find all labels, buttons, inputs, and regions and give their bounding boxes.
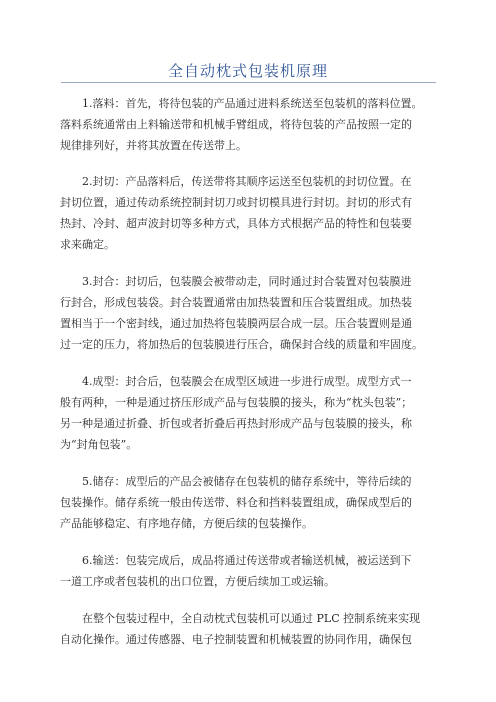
page-title: 全自动枕式包装机原理 [167, 62, 328, 80]
paragraph-line: 自动化操作。通过传感器、电子控制装置和机械装置的协同作用，确保包 [60, 633, 412, 646]
paragraph-line: 产品能够稳定、有序地存储，方便后续的包装操作。 [60, 517, 313, 530]
paragraph-line: 置相当于一个密封线，通过加热将包装膜两层合成一层。压合装置则是通 [60, 317, 412, 330]
paragraph-line: 1.落料：首先，将待包装的产品通过进料系统送至包装机的落料位置。 [82, 97, 423, 110]
paragraph-line: 在整个包装过程中，全自动枕式包装机可以通过 PLC 控制系统来实现 [82, 612, 421, 625]
paragraph-line: 热封、冷封、超声波封切等多种方式，具体方式根据产品的特性和包装要 [60, 217, 412, 230]
paragraph-line: 封切位置，通过传动系统控制封切刀或封切模具进行封切。封切的形式有 [60, 196, 412, 209]
paragraph-line: 另一种是通过折叠、折包或者折叠后再热封形成产品与包装膜的接头，称 [60, 417, 412, 430]
paragraph-line: 规律排列好，并将其放置在传送带上。 [60, 139, 247, 152]
paragraph-line: 落料系统通常由上料输送带和机械手臂组成，将待包装的产品按照一定的 [60, 118, 412, 131]
paragraph-line: 2.封切：产品落料后，传送带将其顺序运送至包装机的封切位置。在 [82, 175, 412, 188]
paragraph-line: 一道工序或者包装机的出口位置，方便后续加工或运输。 [60, 575, 335, 588]
paragraph-line: 行封合，形成包装袋。封合装置通常由加热装置和压合装置组成。加热装 [60, 296, 412, 309]
title-divider [61, 82, 436, 83]
paragraph-line: 4.成型：封合后，包装膜会在成型区域进一步进行成型。成型方式一 [82, 375, 412, 388]
paragraph-line: 般有两种，一种是通过挤压形成产品与包装膜的接头，称为“枕头包装”； [60, 396, 413, 409]
paragraph-line: 6.输送：包装完成后，成品将通过传送带或者输送机械，被运送到下 [82, 554, 412, 567]
paragraph-line: 3.封合：封切后，包装膜会被带动走，同时通过封合装置对包装膜进 [82, 275, 412, 288]
paragraph-line: 5.储存：成型后的产品会被储存在包装机的储存系统中，等待后续的 [82, 475, 412, 488]
paragraph-line: 为“封角包装”。 [60, 438, 138, 451]
paragraph-line: 求来确定。 [60, 238, 115, 251]
paragraph-line: 过一定的压力，将加热后的包装膜进行压合，确保封合线的质量和牢固度。 [60, 338, 423, 351]
paragraph-line: 包装操作。储存系统一般由传送带、料仓和挡料装置组成，确保成型后的 [60, 496, 412, 509]
